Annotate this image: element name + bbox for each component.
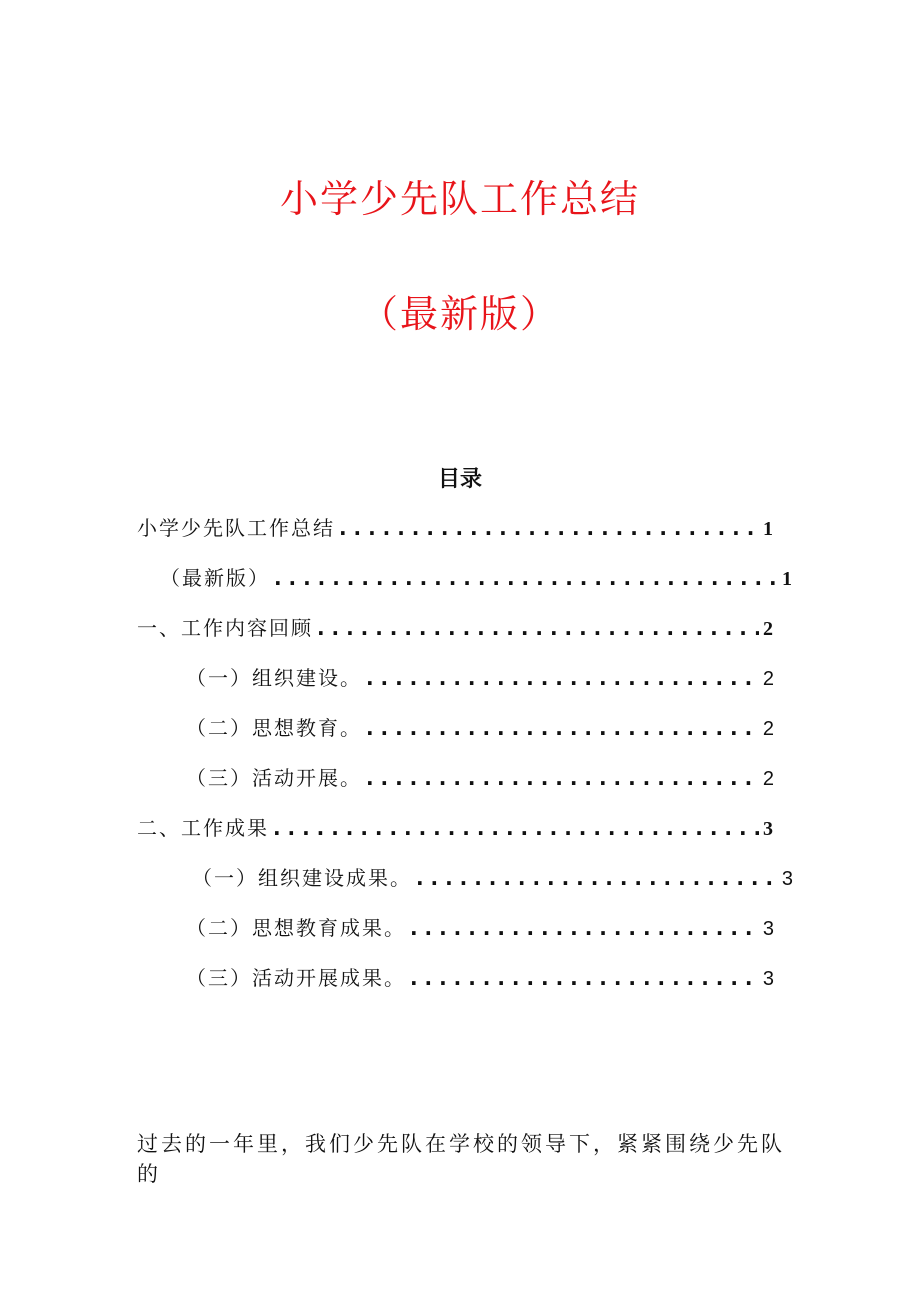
toc-entry-label: （二）思想教育成果。 [186, 916, 406, 940]
toc-entry-page: 3 [762, 918, 774, 940]
toc-entry-page: 2 [763, 618, 773, 640]
toc-entry[interactable] [137, 612, 773, 642]
toc-entry-label: （最新版） [160, 566, 270, 590]
toc-entry-page: 2 [762, 718, 774, 740]
toc-heading: 目录 [437, 467, 482, 492]
toc-leader-dots [366, 666, 759, 690]
toc-entry-page: 3 [781, 868, 793, 890]
toc-entry-label: （三）活动开展成果。 [186, 966, 406, 990]
toc-entry-label: 一、工作内容回顾 [137, 616, 313, 640]
toc-leader-dots [366, 766, 759, 790]
toc-entry[interactable] [186, 712, 774, 742]
toc-entry-label: （一）组织建设。 [186, 666, 362, 690]
toc-leader-dots [410, 916, 759, 940]
toc-entry-page: 3 [762, 968, 774, 990]
toc-entry-page: 3 [763, 818, 773, 840]
toc-entry[interactable] [160, 562, 792, 592]
toc-entry-page: 1 [782, 568, 792, 590]
toc-entry-label: 二、工作成果 [137, 816, 269, 840]
toc-entry-label: 小学少先队工作总结 [137, 516, 335, 540]
toc-entry[interactable] [192, 862, 793, 892]
toc-leader-dots [274, 566, 778, 590]
toc-entry[interactable] [186, 662, 774, 692]
toc-entry[interactable] [186, 962, 774, 992]
document-title: 小学少先队工作总结 [279, 177, 640, 221]
toc-leader-dots [416, 866, 778, 890]
body-paragraph: 过去的一年里，我们少先队在学校的领导下，紧紧围绕少先队的 [137, 1132, 785, 1186]
toc-entry-page: 2 [762, 768, 774, 790]
toc-entry[interactable] [186, 912, 774, 942]
toc-leader-dots [317, 616, 759, 640]
toc-entry-label: （一）组织建设成果。 [192, 866, 412, 890]
toc-entry[interactable] [186, 762, 774, 792]
toc-entry[interactable] [137, 512, 773, 542]
toc-leader-dots [339, 516, 759, 540]
toc-entry-page: 2 [762, 668, 774, 690]
toc-entry[interactable] [137, 812, 773, 842]
toc-leader-dots [410, 966, 759, 990]
toc-leader-dots [273, 816, 759, 840]
toc-entry-page: 1 [763, 518, 773, 540]
toc-leader-dots [366, 716, 759, 740]
toc-entry-label: （三）活动开展。 [186, 766, 362, 790]
document-subtitle: （最新版） [359, 292, 560, 336]
toc-entry-label: （二）思想教育。 [186, 716, 362, 740]
